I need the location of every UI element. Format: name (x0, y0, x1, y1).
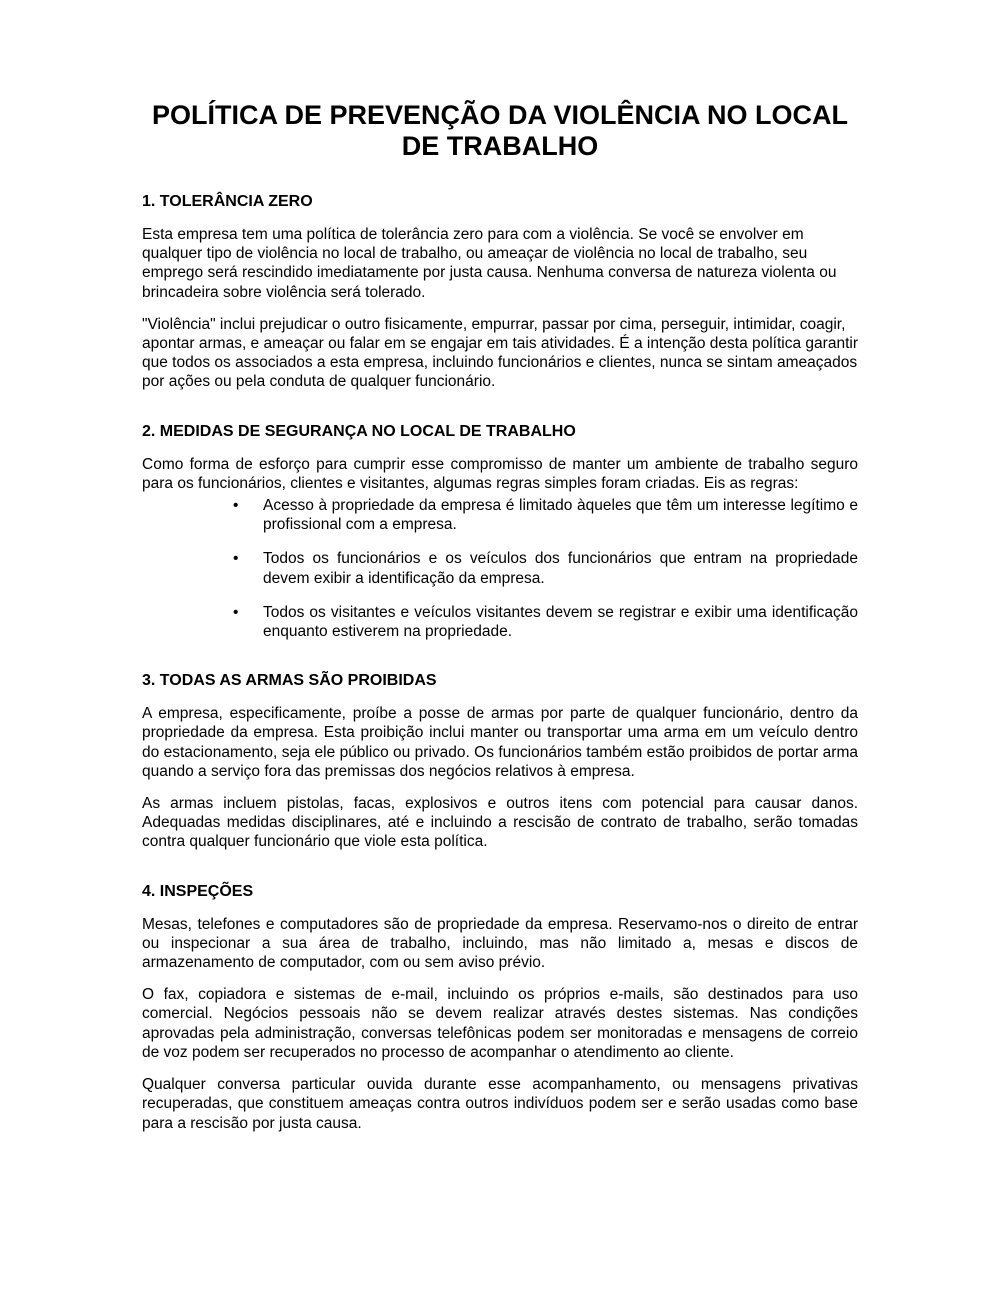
rule-item-3-text: Todos os visitantes e veículos visitantes devem se registrar e exibir uma identificação enquanto estiverem na propriedade. (263, 603, 858, 641)
bullet-icon: • (233, 497, 239, 515)
bullet-icon: • (233, 603, 239, 621)
section-2-paragraph-1: Como forma de esforço para cumprir esse compromisso de manter um ambiente de trabalho seguro para os funcionários, clientes e visitantes, algumas regras simples foram criadas. Eis as regras: (142, 455, 858, 492)
section-tolerancia-zero (142, 192, 858, 392)
section-medidas-seguranca (142, 422, 858, 642)
section-3-paragraph-2: As armas incluem pistolas, facas, explosivos e outros itens com potencial para causar danos. Adequadas medidas disciplinares, até e incluindo a rescisão de contrato de trabalho, serão tomadas contra qualquer funcionário que viole esta política. (142, 795, 858, 851)
rule-item-2-text: Todos os funcionários e os veículos dos funcionários que entram na propriedade devem exibir a identificação da empresa. (263, 550, 858, 587)
rules-bullet-list (142, 496, 858, 641)
section-4-paragraph-1: Mesas, telefones e computadores são de propriedade da empresa. Reservamo-nos o direito de entrar ou inspecionar a sua área de trabalho, incluindo, mas não limitado a, mesas e discos de armazenamento de computador, com ou sem aviso prévio. (142, 915, 858, 972)
section-inspecoes (142, 882, 858, 1133)
document-title: POLÍTICA DE PREVENÇÃO DA VIOLÊNCIA NO LOCAL DE TRABALHO (151, 100, 849, 161)
section-3-paragraph-1: A empresa, especificamente, proíbe a posse de armas por parte de qualquer funcionário, dentro da propriedade da empresa. Esta proibição inclui manter ou transportar uma arma em um veículo dentro do estacionamento, seja ele público ou privado. Os funcionários também estão proibidos de portar arma quando a serviço fora das premissas dos negócios relativos à empresa. (142, 705, 858, 780)
section-3-heading: 3. TODAS AS ARMAS SÃO PROIBIDAS (142, 672, 437, 690)
rule-item-2 (142, 549, 858, 587)
section-4-paragraph-2: O fax, copiadora e sistemas de e-mail, incluindo os próprios e-mails, são destinados para uso comercial. Negócios pessoais não se devem realizar através destes sistemas. Nas condições aprovadas pela administração, conversas telefônicas podem ser monitoradas e mensagens de correio de voz podem ser recuperados no processo de acompanhar o atendimento ao cliente. (142, 986, 858, 1061)
section-1-heading: 1. TOLERÂNCIA ZERO (142, 193, 313, 210)
section-1-paragraph-1: Esta empresa tem uma política de tolerância zero para com a violência. Se você se envolver em qualquer tipo de violência no local de trabalho, ou ameaçar de violência no local de trabalho, seu emprego será rescindido imediatamente por justa causa. Nenhuma conversa de natureza violenta ou brincadeira sobre violência será tolerado. (142, 226, 837, 301)
rule-item-3 (142, 603, 858, 641)
rule-item-1 (142, 496, 858, 534)
section-1-paragraph-2: "Violência" inclui prejudicar o outro fisicamente, empurrar, passar por cima, perseguir, intimidar, coagir, apontar armas, e ameaçar ou falar em se engajar em tais atividades. É a intenção desta política garantir que todos os associados a esta empresa, incluindo funcionários e clientes, nunca se sintam ameaçados por ações ou pela conduta de qualquer funcionário. (142, 315, 858, 391)
section-4-paragraph-3: Qualquer conversa particular ouvida durante esse acompanhamento, ou mensagens privativas recuperadas, que constituem ameaças contra outros indivíduos podem ser e serão usadas como base para a rescisão por justa causa. (142, 1076, 858, 1132)
rule-item-1-text: Acesso à propriedade da empresa é limitado àqueles que têm um interesse legítimo e profissional com a empresa. (263, 497, 858, 534)
section-armas-proibidas (142, 671, 858, 851)
section-2-heading: 2. MEDIDAS DE SEGURANÇA NO LOCAL DE TRABALHO (142, 422, 576, 440)
section-4-heading: 4. INSPEÇÕES (142, 882, 254, 900)
bullet-icon: • (233, 550, 239, 568)
